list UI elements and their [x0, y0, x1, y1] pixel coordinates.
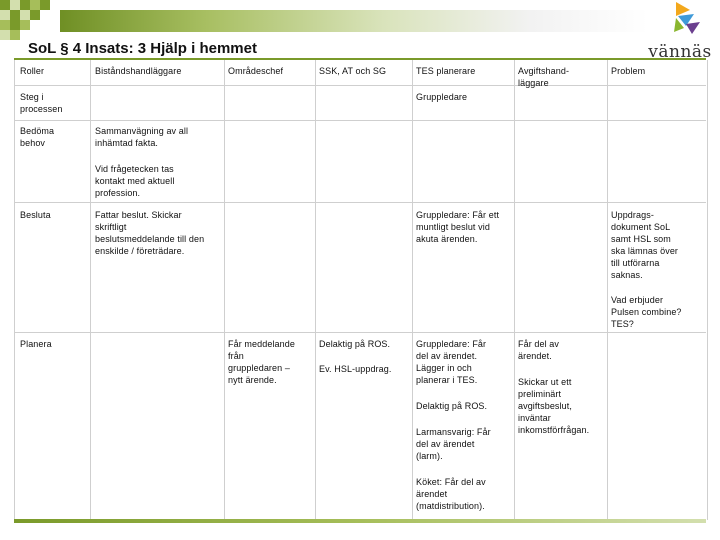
vannas-logo [640, 0, 720, 64]
header-tes-planerare: TES planerare [416, 66, 476, 76]
checker-square [10, 10, 20, 20]
checker-square [0, 10, 10, 20]
checker-square [40, 0, 50, 10]
checker-square [0, 20, 10, 30]
planera-omrade-text: Får meddelande från gruppledaren – nytt ärende. [228, 339, 295, 385]
row-label-planera: Planera [20, 339, 52, 349]
besluta-tes-text: Gruppledare: Får ett muntligt beslut vid akuta ärenden. [416, 210, 500, 244]
column-divider [607, 60, 608, 520]
planera-avgift-beslut: Skickar ut ett preliminärt avgiftsbeslut, inväntar inkomstförfrågan. [518, 377, 590, 435]
column-divider [412, 60, 413, 520]
checker-square [0, 30, 10, 40]
bottom-bar [14, 519, 706, 523]
bedoma-bistand-note: Vid frågetecken tas kontakt med aktuell profession. [95, 164, 175, 198]
column-divider [315, 60, 316, 520]
column-divider [514, 60, 515, 520]
checker-square [0, 0, 10, 10]
column-divider [224, 60, 225, 520]
planera-ssk-ros: Delaktig på ROS. [319, 339, 391, 349]
column-divider [90, 60, 91, 520]
header-avgiftshandlaggare: Avgiftshand- läggare [518, 66, 570, 88]
checker-square [20, 10, 30, 20]
checker-square [10, 20, 20, 30]
gradient-stripe [60, 10, 648, 32]
row-label-steg: Steg i processen [20, 92, 63, 114]
planera-avgift-del: Får del av ärendet. [518, 339, 560, 361]
row-divider [14, 202, 706, 203]
planera-ssk-hsl: Ev. HSL-uppdrag. [319, 364, 392, 374]
row-divider [14, 120, 706, 121]
besluta-problem-text: Uppdrags- dokument SoL samt HSL som ska lämnas över till utförarna saknas. [611, 210, 679, 280]
header-roller: Roller [20, 66, 45, 76]
planera-tes-koket: Köket: Får del av ärendet (matdistribution). [416, 477, 486, 511]
row-divider [14, 85, 706, 86]
checker-square [30, 0, 40, 10]
header-problem: Problem [611, 66, 646, 76]
page-title: SoL § 4 Insats: 3 Hjälp i hemmet [28, 40, 257, 57]
header-bistandshandlaggare: Biståndshandläggare [95, 66, 182, 76]
checker-square [20, 20, 30, 30]
besluta-bistand-text: Fattar beslut. Skickar skriftligt beslutsmeddelande till den enskilde / företrädare. [95, 210, 205, 256]
header-band [0, 0, 720, 40]
logo-text: vännäs [648, 42, 712, 62]
row-label-bedoma: Bedöma behov [20, 126, 55, 148]
bedoma-bistand-text: Sammanvägning av all inhämtad fakta. [95, 126, 189, 148]
planera-tes-larm: Larmansvarig: Får del av ärendet (larm). [416, 427, 491, 461]
steg-gruppledare: Gruppledare [416, 92, 468, 102]
row-label-besluta: Besluta [20, 210, 51, 220]
checker-square [10, 30, 20, 40]
vannas-logo-icon [640, 0, 720, 44]
checker-square [20, 0, 30, 10]
checker-square [30, 10, 40, 20]
besluta-problem-question: Vad erbjuder Pulsen combine? TES? [611, 295, 682, 329]
planera-tes-gruppledare: Gruppledare: Får del av ärendet. Lägger in och planerar i TES. [416, 339, 487, 385]
planera-tes-ros: Delaktig på ROS. [416, 401, 488, 411]
checker-square [10, 0, 20, 10]
header-ssk: SSK, AT och SG [319, 66, 387, 76]
row-divider [14, 332, 706, 333]
header-omradeschef: Områdeschef [228, 66, 284, 76]
